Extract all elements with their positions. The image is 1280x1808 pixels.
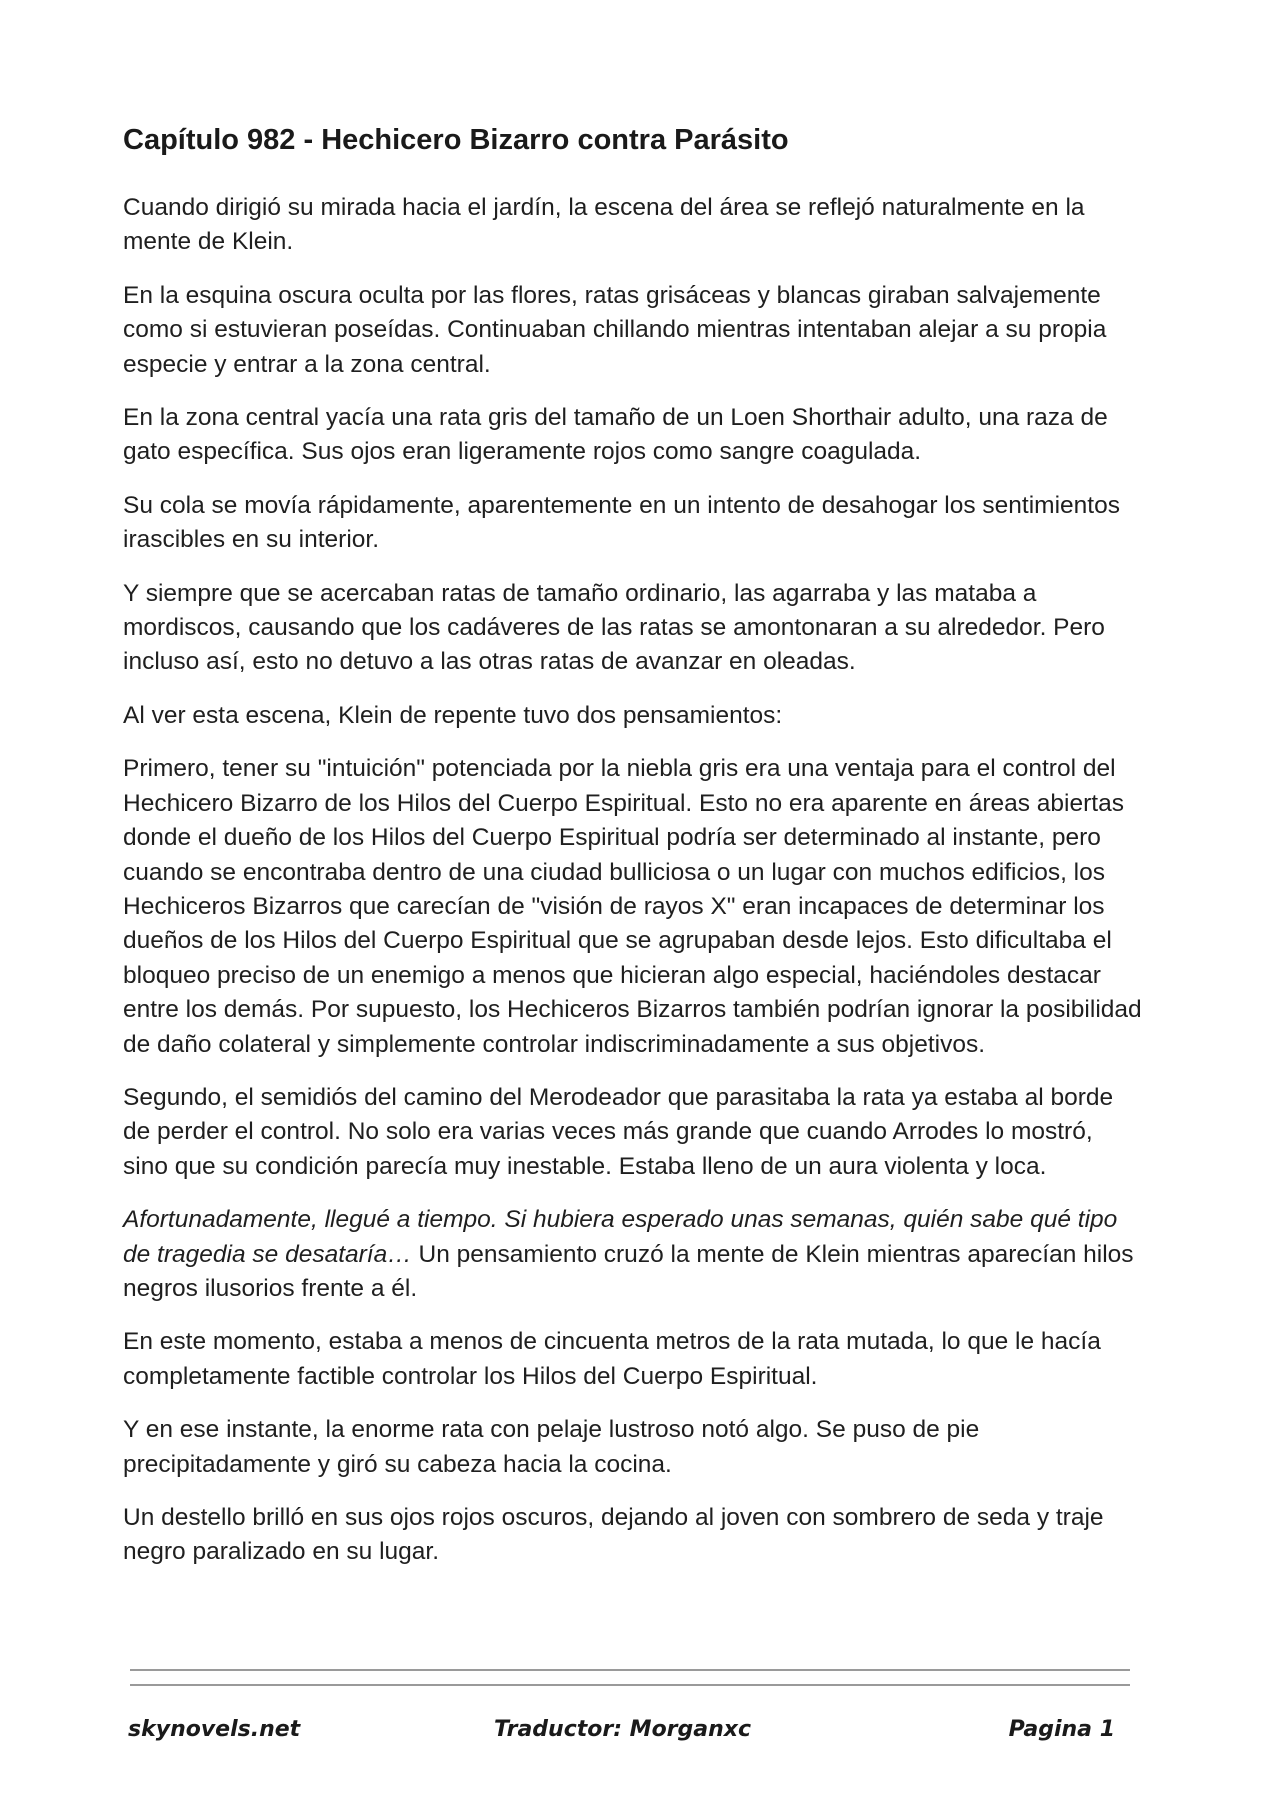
paragraph <box>123 1203 1143 1306</box>
paragraph <box>123 752 1143 1062</box>
paragraph <box>123 191 1143 260</box>
paragraph-text: En este momento, estaba a menos de cincuenta metros de la rata mutada, lo que le hacía completamente factible controlar los Hilos del Cuerpo Espiritual. <box>123 1328 1101 1390</box>
paragraph-text: Y en ese instante, la enorme rata con pelaje lustroso notó algo. Se puso de pie precipitadamente y giró su cabeza hacia la cocina. <box>123 1416 980 1478</box>
footer-page-number: Pagina 1 <box>1008 1717 1115 1742</box>
footer-site: skynovels.net <box>128 1717 301 1742</box>
paragraph <box>123 279 1143 382</box>
chapter-title: Capítulo 982 - Hechicero Bizarro contra Parásito <box>123 124 789 156</box>
paragraph-italic-thought: Afortunadamente, llegué a tiempo. Si hubiera esperado unas semanas, quién sabe qué tipo de tragedia se desataría… <box>123 1206 1118 1268</box>
paragraph-text: Primero, tener su "intuición" potenciada por la niebla gris era una ventaja para el control del Hechicero Bizarro de los Hilos del Cuerpo Espiritual. Esto no era aparente en áreas abiertas donde el dueño de los Hilos del Cuerpo Espiritual podría ser determinado al instante, pero cuando se encontraba dentro de una ciudad bulliciosa o un lugar con muchos edificios, los Hechiceros Bizarros que carecían de "visión de rayos X" eran incapaces de determinar los dueños de los Hilos del Cuerpo Espiritual que se agrupaban desde lejos. Esto dificultaba el bloqueo preciso de un enemigo a menos que hicieran algo especial, haciéndoles destacar entre los demás. Por supuesto, los Hechiceros Bizarros también podrían ignorar la posibilidad de daño colateral y simplemente controlar indiscriminadamente a sus objetivos. <box>123 755 1142 1058</box>
paragraph <box>123 1501 1143 1570</box>
paragraph-text: Su cola se movía rápidamente, aparentemente en un intento de desahogar los sentimientos irascibles en su interior. <box>123 491 1120 554</box>
chapter-body <box>123 191 1143 1589</box>
paragraph <box>123 577 1143 680</box>
footer-translator: Traductor: Morganxc <box>494 1717 752 1742</box>
paragraph <box>123 1325 1143 1394</box>
footer-divider-bottom <box>130 1684 1130 1686</box>
paragraph-text: En la esquina oscura oculta por las flores, ratas grisáceas y blancas giraban salvajemente como si estuvieran poseídas. Continuaban chillando mientras intentaban alejar a su propia especie y entrar a la zona central. <box>123 281 1107 378</box>
paragraph <box>123 1413 1143 1482</box>
paragraph-text: Un pensamiento cruzó la mente de Klein mientras aparecían hilos negros ilusorios frente a él. <box>123 1240 1134 1302</box>
paragraph-text: En la zona central yacía una rata gris del tamaño de un Loen Shorthair adulto, una raza de gato específica. Sus ojos eran ligeramente rojos como sangre coagulada. <box>123 404 1108 466</box>
paragraph-text: Un destello brilló en sus ojos rojos oscuros, dejando al joven con sombrero de seda y traje negro paralizado en su lugar. <box>123 1504 1104 1566</box>
paragraph <box>123 489 1143 558</box>
paragraph <box>123 699 1143 733</box>
paragraph-text: Y siempre que se acercaban ratas de tamaño ordinario, las agarraba y las mataba a mordiscos, causando que los cadáveres de las ratas se amontonaran a su alrededor. Pero incluso así, esto no detuvo a las otras ratas de avanzar en oleadas. <box>123 579 1105 676</box>
paragraph-text: Cuando dirigió su mirada hacia el jardín, la escena del área se reflejó naturalmente en la mente de Klein. <box>123 194 1085 256</box>
paragraph <box>123 401 1143 470</box>
paragraph-text: Segundo, el semidiós del camino del Merodeador que parasitaba la rata ya estaba al borde de perder el control. No solo era varias veces más grande que cuando Arrodes lo mostró, sino que su condición parecía muy inestable. Estaba lleno de un aura violenta y loca. <box>123 1083 1114 1180</box>
paragraph <box>123 1081 1143 1184</box>
paragraph-text: Al ver esta escena, Klein de repente tuvo dos pensamientos: <box>123 701 783 729</box>
footer-divider-top <box>130 1669 1130 1671</box>
